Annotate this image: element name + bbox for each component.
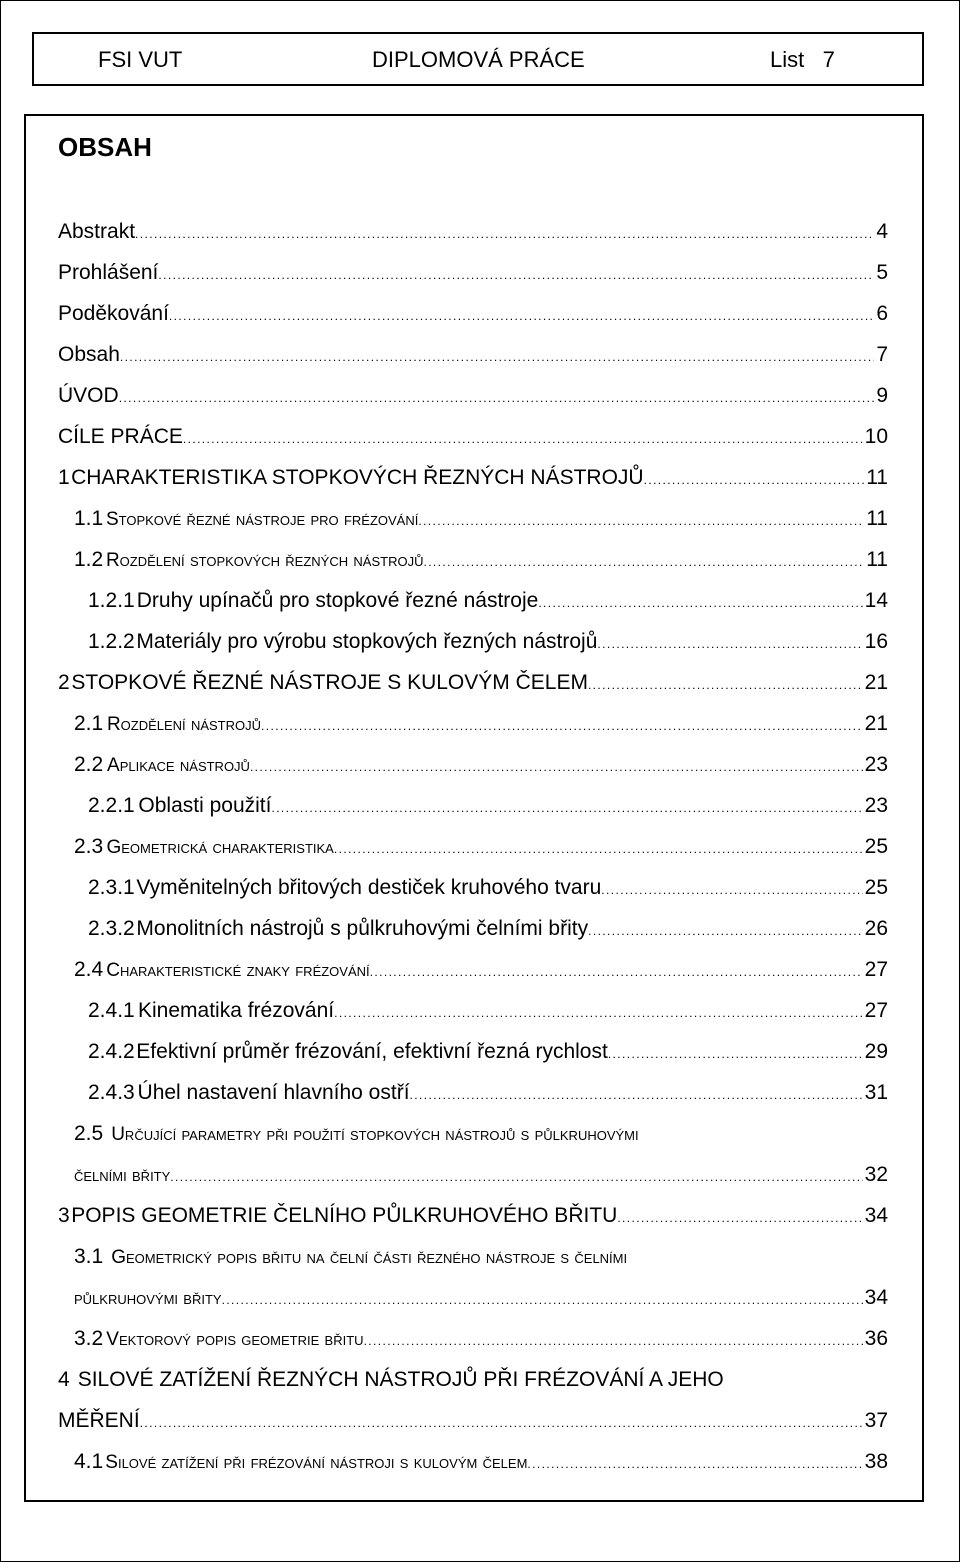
toc-leader-dots <box>334 826 863 870</box>
toc-entry-text: Monolitních nástrojů s půlkruhovými čelními břity <box>136 917 589 940</box>
toc-entry-text: ÚVOD <box>58 384 119 407</box>
toc-entry-subsection[interactable] <box>58 908 888 949</box>
toc-entry-text: Aplikace nástrojů <box>107 755 250 776</box>
toc-entry-page: 27 <box>864 999 888 1022</box>
toc-entry-page: 11 <box>866 548 888 571</box>
toc-entry-text: Materiály pro výrobu stopkových řezných nástrojů <box>136 630 598 653</box>
toc-entry-page: 21 <box>864 712 888 735</box>
toc-leader-dots <box>170 1154 862 1198</box>
toc-entry-number: 2.1 <box>74 712 104 735</box>
toc-entry-page: 5 <box>876 261 888 284</box>
toc-entry-text: Abstrakt <box>58 220 136 243</box>
toc-entry-page: 10 <box>864 425 888 448</box>
toc-entry-number: 2.2 <box>74 753 104 776</box>
toc-leader-dots <box>169 293 874 337</box>
toc-entry-number: 4 <box>58 1368 70 1391</box>
toc-entry-number: 2.4 <box>74 958 104 981</box>
toc-entry-page: 9 <box>876 384 888 407</box>
toc-entry-chapter[interactable] <box>58 457 888 498</box>
toc-entry-section[interactable] <box>58 498 888 539</box>
toc-entry[interactable] <box>58 416 888 457</box>
toc-entry-section[interactable] <box>58 539 888 580</box>
toc-entry-chapter[interactable] <box>58 662 888 703</box>
toc-entry-text: Geometrická charakteristika <box>106 837 334 858</box>
toc-entry-number: 2.3.2 <box>88 917 135 940</box>
toc-entry-continuation[interactable] <box>58 1154 888 1195</box>
toc-leader-dots <box>597 621 862 665</box>
toc-entry-page: 23 <box>864 753 888 776</box>
toc-entry[interactable] <box>58 211 888 252</box>
toc-entry-text: POPIS GEOMETRIE ČELNÍHO PŮLKRUHOVÉHO BŘITU <box>71 1204 618 1227</box>
toc-entry-text: CÍLE PRÁCE <box>58 425 183 448</box>
toc-leader-dots <box>222 1277 863 1321</box>
toc-entry-text: Kinematika frézování <box>138 999 335 1022</box>
table-of-contents <box>58 211 888 1482</box>
toc-leader-dots <box>183 416 863 460</box>
header-institution: FSI VUT <box>98 47 183 72</box>
toc-entry-page: 25 <box>864 876 888 899</box>
toc-entry-text: Vektorový popis geometrie břitu <box>106 1329 364 1350</box>
toc-entry-page: 34 <box>864 1204 888 1227</box>
toc-leader-dots <box>538 580 862 624</box>
toc-leader-dots <box>334 990 863 1034</box>
toc-entry-page: 29 <box>864 1040 888 1063</box>
toc-entry-number: 3.2 <box>74 1327 104 1350</box>
toc-entry-number: 3.1 <box>74 1245 104 1268</box>
toc-entry-section[interactable] <box>58 1113 888 1154</box>
header-page-number: List 7 <box>770 47 835 72</box>
toc-entry-number: 2.5 <box>74 1122 104 1145</box>
toc-entry-page: 26 <box>864 917 888 940</box>
toc-entry-text: Efektivní průměr frézování, efektivní řezná rychlost <box>136 1040 608 1063</box>
toc-entry-number: 1 <box>58 466 70 489</box>
toc-leader-dots <box>588 662 863 706</box>
toc-leader-dots <box>370 949 863 993</box>
toc-leader-dots <box>601 867 862 911</box>
toc-entry-section[interactable] <box>58 1318 888 1359</box>
toc-entry-text: STOPKOVÉ ŘEZNÉ NÁSTROJE S KULOVÝM ČELEM <box>71 671 588 694</box>
toc-entry-page: 23 <box>864 794 888 817</box>
toc-leader-dots <box>140 1400 863 1444</box>
toc-entry-text: Geometrický popis břitu na čelní části řezného nástroje s čelními <box>111 1247 628 1268</box>
toc-entry-number: 1.2.1 <box>88 589 135 612</box>
toc-leader-dots <box>261 703 863 747</box>
toc-entry-page: 27 <box>864 958 888 981</box>
toc-leader-dots <box>250 744 863 788</box>
toc-leader-dots <box>410 1072 863 1116</box>
toc-leader-dots <box>120 334 874 378</box>
toc-entry-page: 36 <box>864 1327 888 1350</box>
toc-entry-page: 14 <box>864 589 888 612</box>
toc-entry-page: 38 <box>864 1450 888 1473</box>
toc-entry-subsection[interactable] <box>58 1072 888 1113</box>
toc-leader-dots <box>364 1318 863 1362</box>
toc-entry-number: 2 <box>58 671 70 694</box>
toc-leader-dots <box>617 1195 862 1239</box>
toc-entry-number: 2.3.1 <box>88 876 135 899</box>
toc-entry-section[interactable] <box>58 744 888 785</box>
toc-entry-page: 25 <box>864 835 888 858</box>
toc-entry-text: Druhy upínačů pro stopkové řezné nástroje <box>136 589 539 612</box>
toc-leader-dots <box>271 785 862 829</box>
toc-entry-text: Určující parametry při použití stopkových nástrojů s půlkruhovými <box>111 1124 639 1145</box>
toc-entry-text: CHARAKTERISTIKA STOPKOVÝCH ŘEZNÝCH NÁSTROJŮ <box>71 466 644 489</box>
toc-entry-text-continued: MĚŘENÍ <box>58 1409 140 1432</box>
toc-entry-chapter[interactable] <box>58 1359 888 1400</box>
toc-entry-text: Rozdělení nástrojů <box>106 714 262 735</box>
toc-entry-page: 7 <box>876 343 888 366</box>
toc-leader-dots <box>119 375 875 419</box>
toc-entry-number: 2.4.2 <box>88 1040 135 1063</box>
toc-entry-page: 16 <box>864 630 888 653</box>
toc-entry-section[interactable] <box>58 703 888 744</box>
toc-entry[interactable] <box>58 252 888 293</box>
toc-entry-text: Prohlášení <box>58 261 159 284</box>
toc-entry-page: 11 <box>866 507 888 530</box>
toc-entry-number: 1.2.2 <box>88 630 135 653</box>
toc-entry-number: 2.3 <box>74 835 104 858</box>
toc-entry-continuation[interactable] <box>58 1277 888 1318</box>
toc-entry-text: Silové zatížení při frézování nástroji s kulovým čelem <box>105 1452 528 1473</box>
toc-entry-page: 4 <box>876 220 888 243</box>
toc-entry-continuation[interactable] <box>58 1400 888 1441</box>
toc-entry-text: Stopkové řezné nástroje pro frézování <box>105 509 419 530</box>
toc-entry-number: 1.1 <box>74 507 104 530</box>
toc-leader-dots <box>644 457 865 501</box>
toc-leader-dots <box>418 498 864 542</box>
toc-entry-text-continued: čelními břity <box>74 1165 171 1186</box>
toc-leader-dots <box>158 252 874 296</box>
toc-entry-section[interactable] <box>58 949 888 990</box>
toc-entry-page: 34 <box>864 1286 888 1309</box>
toc-leader-dots <box>527 1441 862 1485</box>
page-header <box>32 32 924 86</box>
toc-entry-number: 2.4.1 <box>88 999 135 1022</box>
toc-entry-section[interactable] <box>58 826 888 867</box>
toc-entry-section[interactable] <box>58 1236 888 1277</box>
toc-entry-page: 21 <box>864 671 888 694</box>
toc-entry-page: 6 <box>876 302 888 325</box>
toc-entry-text: Charakteristické znaky frézování <box>106 960 370 981</box>
toc-entry-number: 1.2 <box>74 548 104 571</box>
toc-entry-subsection[interactable] <box>58 621 888 662</box>
toc-entry[interactable] <box>58 375 888 416</box>
toc-entry-subsection[interactable] <box>58 785 888 826</box>
toc-entry-subsection[interactable] <box>58 990 888 1031</box>
toc-title: OBSAH <box>58 132 152 162</box>
toc-entry-text: Poděkování <box>58 302 169 325</box>
toc-entry-page: 11 <box>866 466 888 489</box>
toc-entry-section[interactable] <box>58 1441 888 1482</box>
toc-leader-dots <box>423 539 864 583</box>
toc-entry[interactable] <box>58 334 888 375</box>
toc-entry-text: Vyměnitelných břitových destiček kruhového tvaru <box>136 876 602 899</box>
toc-entry-number: 3 <box>58 1204 70 1227</box>
toc-entry-text: Oblasti použití <box>138 794 272 817</box>
content-frame <box>24 114 924 1502</box>
toc-entry-subsection[interactable] <box>58 867 888 908</box>
toc-entry-chapter[interactable] <box>58 1195 888 1236</box>
toc-entry-page: 37 <box>864 1409 888 1432</box>
toc-entry-text: Obsah <box>58 343 120 366</box>
toc-entry-number: 2.2.1 <box>88 794 135 817</box>
toc-entry-page: 32 <box>864 1163 888 1186</box>
toc-leader-dots <box>608 1031 863 1075</box>
toc-entry-subsection[interactable] <box>58 1031 888 1072</box>
header-document-type: DIPLOMOVÁ PRÁCE <box>372 47 585 72</box>
toc-leader-dots <box>588 908 863 952</box>
toc-entry-number: 2.4.3 <box>88 1081 135 1104</box>
toc-entry-text: Úhel nastavení hlavního ostří <box>137 1081 410 1104</box>
toc-entry-subsection[interactable] <box>58 580 888 621</box>
toc-entry-text: SILOVÉ ZATÍŽENÍ ŘEZNÝCH NÁSTROJŮ PŘI FRÉZOVÁNÍ A JEHO <box>77 1368 724 1391</box>
toc-entry-text: Rozdělení stopkových řezných nástrojů <box>105 550 424 571</box>
toc-entry-number: 4.1 <box>74 1450 104 1473</box>
toc-entry[interactable] <box>58 293 888 334</box>
toc-entry-page: 31 <box>864 1081 888 1104</box>
toc-entry-text-continued: půlkruhovými břity <box>74 1288 222 1309</box>
toc-leader-dots <box>135 211 874 255</box>
